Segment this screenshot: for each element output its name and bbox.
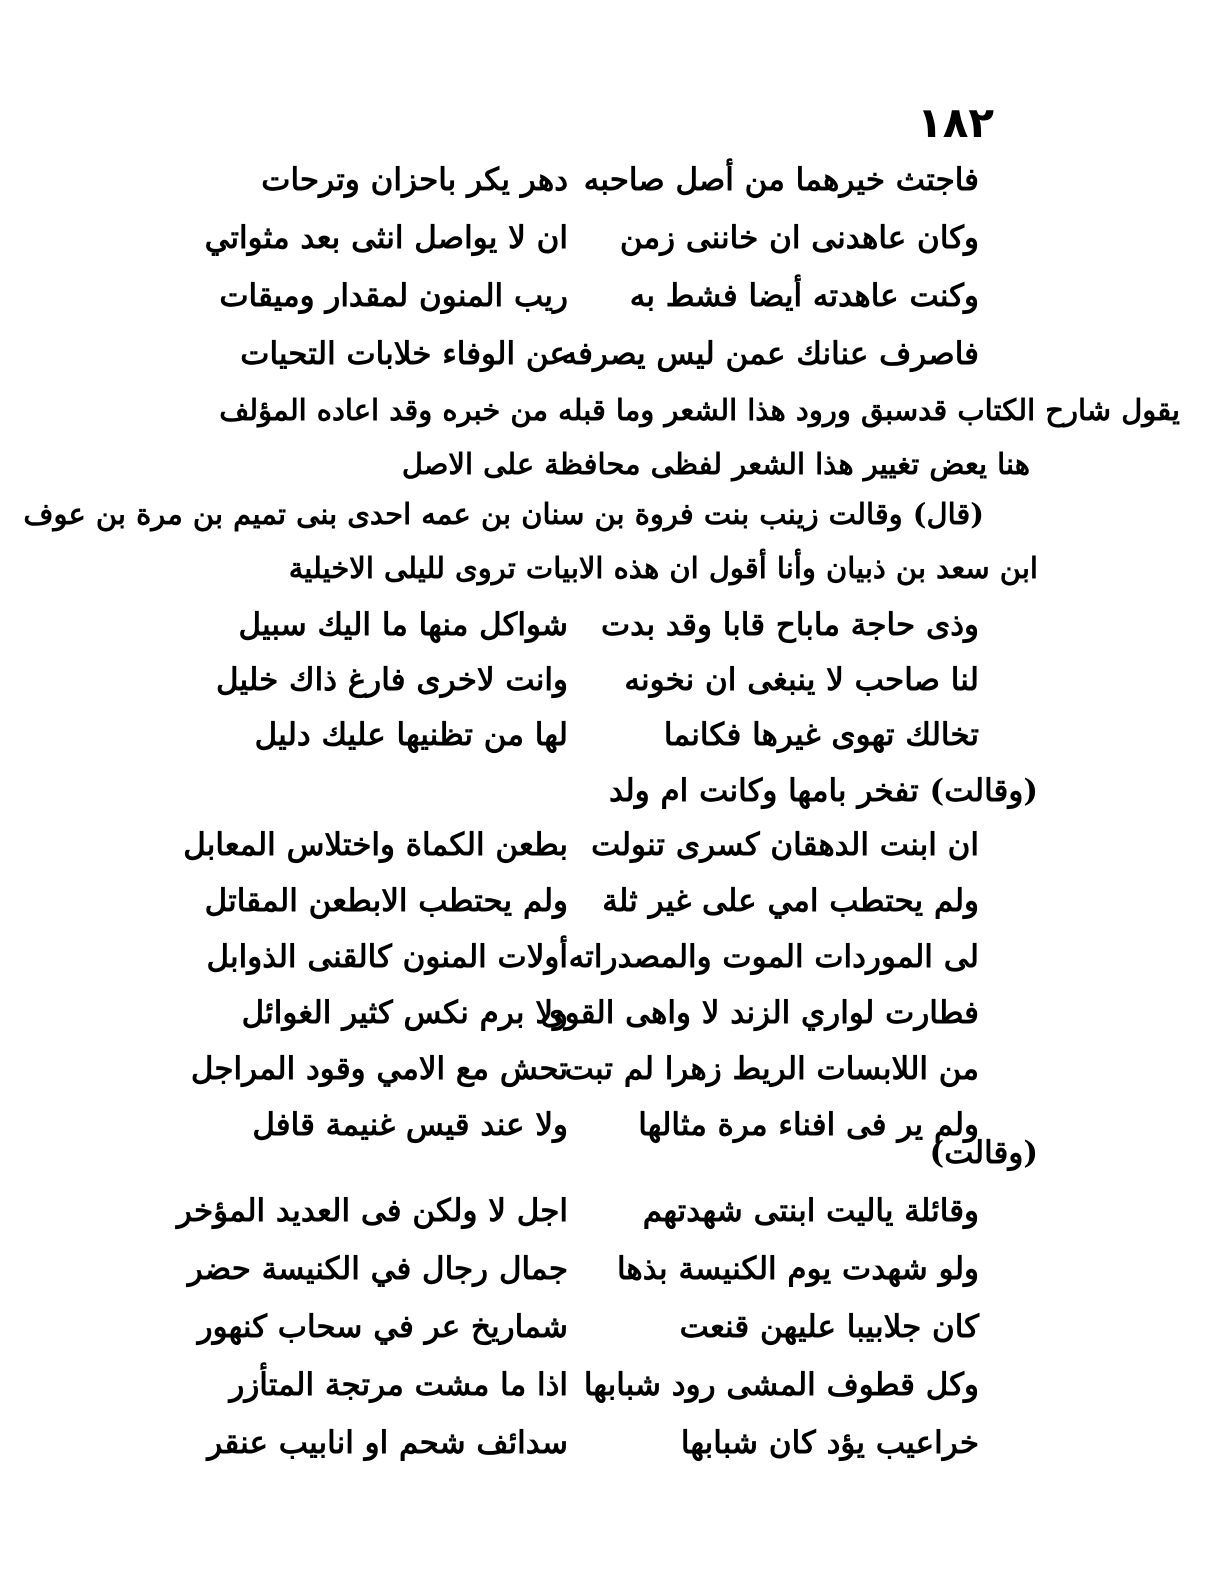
verse-first-hemistich: وكنت عاهدته أيضا فشط به <box>629 278 979 314</box>
verse-first-hemistich: تخالك تهوى غيرها فكانما <box>663 717 979 753</box>
verse-first-hemistich: خراعيب يؤد كان شبابها <box>680 1425 979 1461</box>
verse-line <box>0 820 1216 870</box>
verse-first-hemistich: ولم يحتطب امي على غير ثلة <box>602 883 979 919</box>
verse-first-hemistich: من اللابسات الريط زهرا لم تبت <box>564 1051 979 1087</box>
page-number: ١٨٢ <box>917 98 994 147</box>
verse-second-hemistich: بطعن الكماة واختلاس المعابل <box>183 827 568 863</box>
narration-line: (قال) وقالت زينب بنت فروة بن سنان بن عمه احدى بنى تميم بن مرة بن عوف <box>23 497 984 531</box>
verse-first-hemistich: لنا صاحب لا ينبغى ان نخونه <box>624 662 979 698</box>
verse-line <box>0 1360 1216 1410</box>
verse-first-hemistich: وكل قطوف المشى رود شبابها <box>583 1367 979 1403</box>
commentary-line: يقول شارح الكتاب قدسبق ورود هذا الشعر وما قبله من خبره وقد اعاده المؤلف <box>219 393 1180 427</box>
verse-line <box>0 1418 1216 1468</box>
verse-second-hemistich: ولا برم نكس كثير الغوائل <box>241 995 568 1031</box>
verse-line <box>0 655 1216 705</box>
verse-second-hemistich: وانت لاخرى فارغ ذاك خليل <box>216 662 568 698</box>
verse-line <box>0 600 1216 650</box>
verse-first-hemistich: فاجتث خيرهما من أصل صاحبه <box>583 162 979 198</box>
verse-second-hemistich: أولات المنون كالقنى الذوابل <box>206 939 568 975</box>
verse-second-hemistich: ولم يحتطب الابطعن المقاتل <box>204 883 568 919</box>
verse-line <box>0 1302 1216 1352</box>
verse-first-hemistich: وذى حاجة ماباح قابا وقد بدت <box>600 607 979 643</box>
verse-line <box>0 932 1216 982</box>
verse-second-hemistich: لها من تظنيها عليك دليل <box>254 717 568 753</box>
verse-second-hemistich: شواكل منها ما اليك سبيل <box>238 607 568 643</box>
verse-line <box>0 213 1216 263</box>
verse-first-hemistich: وقائلة ياليت ابنتى شهدتهم <box>642 1193 979 1229</box>
verse-second-hemistich: تحش مع الامي وقود المراجل <box>190 1051 568 1087</box>
verse-second-hemistich: ان لا يواصل انثى بعد مثواتي <box>204 220 568 256</box>
verse-line <box>0 155 1216 205</box>
verse-second-hemistich: اجل لا ولكن فى العديد المؤخر <box>176 1193 568 1229</box>
verse-line <box>0 1244 1216 1294</box>
verse-first-hemistich: وكان عاهدنى ان خاننى زمن <box>619 220 979 256</box>
verse-first-hemistich: كان جلابيبا عليهن قنعت <box>679 1309 979 1345</box>
verse-line <box>0 710 1216 760</box>
commentary-line: هنا يعض تغيير هذا الشعر لفظى محافظة على الاصل <box>401 447 1030 481</box>
verse-first-hemistich: ولو شهدت يوم الكنيسة بذها <box>616 1251 979 1287</box>
verse-line <box>0 1044 1216 1094</box>
verse-first-hemistich: ولم ير فى افناء مرة مثالها <box>638 1107 979 1143</box>
verse-second-hemistich: شماريخ عر في سحاب كنهور <box>197 1309 568 1345</box>
verse-second-hemistich: ولا عند قيس غنيمة قافل <box>252 1107 568 1143</box>
verse-first-hemistich: ان ابنت الدهقان كسرى تنولت <box>591 827 979 863</box>
verse-first-hemistich: فطارت لواري الزند لا واهى القوى <box>540 995 979 1031</box>
verse-line <box>0 988 1216 1038</box>
poem-intro: (وقالت) <box>929 1135 1038 1171</box>
verse-second-hemistich: دهر يكر باحزان وترحات <box>261 162 568 198</box>
verse-second-hemistich: سدائف شحم او انابيب عنقر <box>207 1425 568 1461</box>
verse-line <box>0 876 1216 926</box>
verse-second-hemistich: ريب المنون لمقدار وميقات <box>219 278 568 314</box>
verse-line <box>0 271 1216 321</box>
verse-line <box>0 1186 1216 1236</box>
verse-second-hemistich: اذا ما مشت مرتجة المتأزر <box>229 1367 568 1403</box>
verse-second-hemistich: عن الوفاء خلابات التحيات <box>240 336 568 372</box>
verse-line <box>0 329 1216 379</box>
verse-first-hemistich: فاصرف عنانك عمن ليس يصرفه <box>561 336 979 372</box>
verse-second-hemistich: جمال رجال في الكنيسة حضر <box>187 1251 568 1287</box>
verse-first-hemistich: لى الموردات الموت والمصدراته <box>568 939 979 975</box>
narration-line: ابن سعد بن ذبيان وأنا أقول ان هذه الابيات تروى لليلى الاخيلية <box>288 551 1038 585</box>
poem-intro: (وقالت) تفخر بامها وكانت ام ولد <box>609 773 1038 809</box>
